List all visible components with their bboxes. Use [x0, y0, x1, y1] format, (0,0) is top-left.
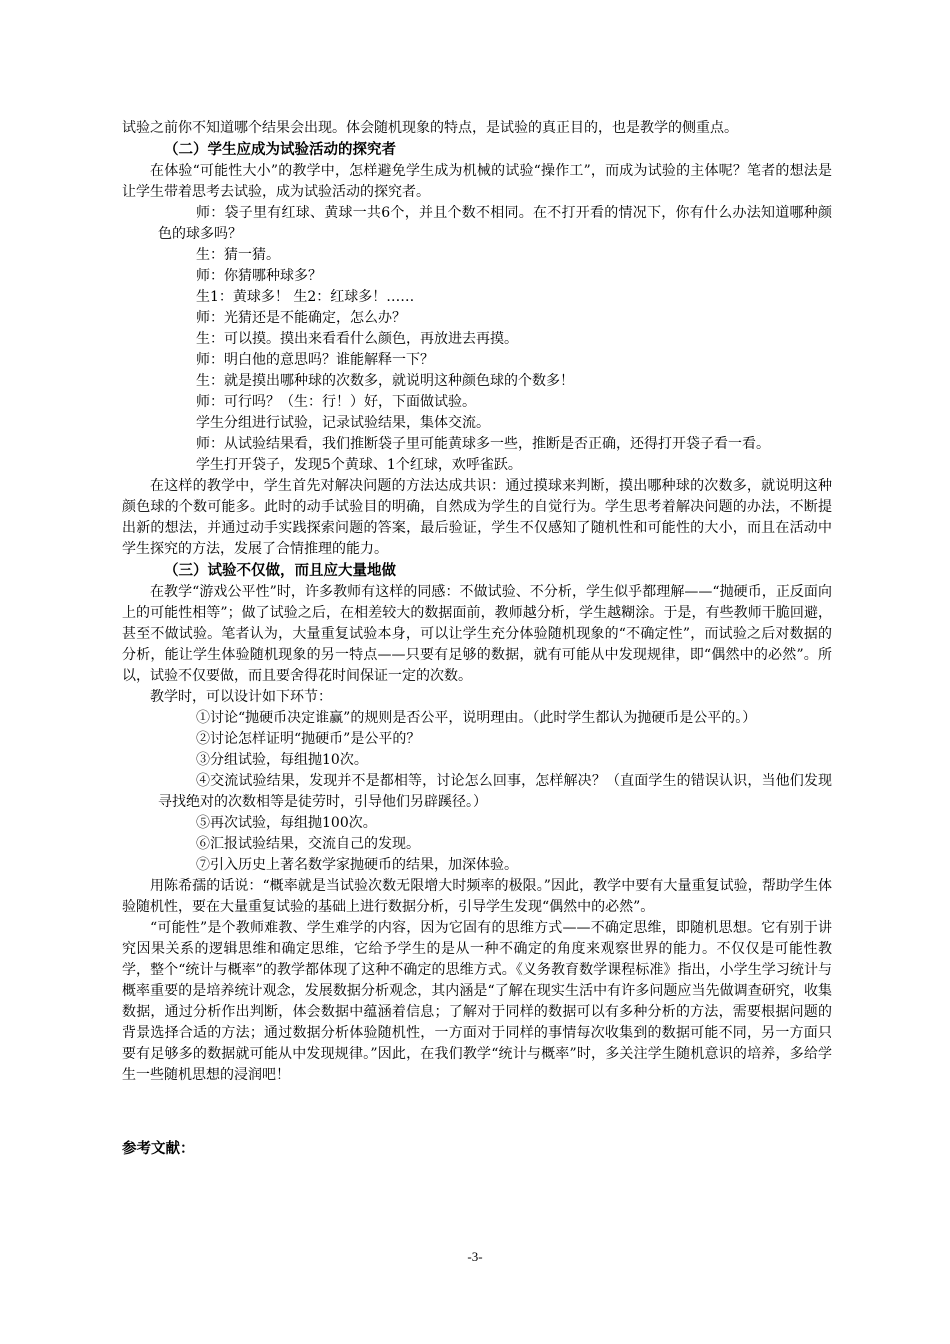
document-page: [122, 118, 832, 1159]
dialogue-line: ③分组试验，每组抛10次。: [196, 752, 368, 768]
references-heading: 参考文献：: [122, 1140, 195, 1157]
body-paragraph: “可能性”是个教师难教、学生难学的内容，因为它固有的思维方式——不确定思维，即随机思想。它有别于讲究因果关系的逻辑思维和确定思维，它给予学生的是从一种不确定的角度来观察世界的能力。不仅仅是可能性教学，整个“统计与概率”的教学都体现了这种不确定的思维方式。《义务教育数学课程标准》指出，小学生学习统计与概率重要的是培养统计观念，发展数据分析观念，其内涵是“了解在现实生活中有许多问题应当先做调查研究，收集数据，通过分析作出判断，体会数据中蕴涵着信息；了解对于同样的数据可以有多种分析的方法，需要根据问题的背景选择合适的方法；通过数据分析体验随机性，一方面对于同样的事情每次收集到的数据可能不同，另一方面只要有足够多的数据就可能从中发现规律。”因此，在我们教学“统计与概率”时，多关注学生随机意识的培养，多给学生一些随机思想的浸润吧！: [122, 920, 832, 1083]
dialogue-line: 师：从试验结果看，我们推断袋子里可能黄球多一些，推断是否正确，还得打开袋子看一看。: [196, 436, 770, 452]
body-paragraph: 在这样的教学中，学生首先对解决问题的方法达成共识：通过摸球来判断，摸出哪种球的次数多，就说明这种颜色球的个数可能多。此时的动手试验目的明确，自然成为学生的自觉行为。学生思考着解决问题的办法，不断提出新的想法，并通过动手实践探索问题的答案，最后验证，学生不仅感知了随机性和可能性的大小，而且在活动中学生探究的方法，发展了合情推理的能力。: [122, 478, 832, 557]
dialogue-line: ⑦引入历史上著名数学家抛硬币的结果，加深体验。: [196, 857, 518, 873]
body-paragraph: 在体验“可能性大小”的教学中，怎样避免学生成为机械的试验“操作工”，而成为试验的主体呢？笔者的想法是让学生带着思考去试验，成为试验活动的探究者。: [122, 163, 832, 200]
dialogue-line: 生：猜一猜。: [196, 247, 280, 263]
body-paragraph: 教学时，可以设计如下环节：: [150, 689, 332, 705]
section-heading: （二）学生应成为试验活动的探究者: [164, 142, 396, 158]
dialogue-line: 师：可行吗？（生：行！）好，下面做试验。: [196, 394, 476, 410]
dialogue-line: 生1：黄球多！ 生2：红球多！……: [196, 289, 415, 305]
body-paragraph: 在教学“游戏公平性”时，许多教师有这样的同感：不做试验、不分析，学生似乎都理解——“抛硬币，正反面向上的可能性相等”；做了试验之后，在相差较大的数据面前，教师越分析，学生越糊涂。于是，有些教师干脆回避，甚至不做试验。笔者认为，大量重复试验本身，可以让学生充分体验随机现象的“不确定性”，而试验之后对数据的分析，能让学生体验随机现象的另一特点——只要有足够的数据，就有可能从中发现规律，即“偶然中的必然”。所以，试验不仅要做，而且要舍得花时间保证一定的次数。: [122, 584, 832, 684]
dialogue-line: ②讨论怎样证明“抛硬币”是公平的？: [196, 731, 421, 747]
dialogue-line: 师：你猜哪种球多？: [196, 268, 322, 284]
document-body: [122, 118, 832, 1086]
dialogue-line: 学生分组进行试验，记录试验结果，集体交流。: [196, 415, 490, 431]
dialogue-line: 学生打开袋子，发现5个黄球、1个红球，欢呼雀跃。: [196, 457, 522, 473]
dialogue-line: ①讨论“抛硬币决定谁赢”的规则是否公平，说明理由。（此时学生都认为抛硬币是公平的。）: [196, 710, 757, 726]
body-paragraph: 用陈希孺的话说：“概率就是当试验次数无限增大时频率的极限。”因此，教学中要有大量重复试验，帮助学生体验随机性，要在大量重复试验的基础上进行数据分析，引导学生发现“偶然中的必然”。: [122, 878, 832, 915]
body-paragraph: 试验之前你不知道哪个结果会出现。体会随机现象的特点，是试验的真正目的，也是教学的侧重点。: [122, 120, 738, 136]
dialogue-line: ④交流试验结果，发现并不是都相等，讨论怎么回事，怎样解决？（直面学生的错误认识，当他们发现寻找绝对的次数相等是徒劳时，引导他们另辟蹊径。）: [158, 773, 832, 810]
dialogue-line: 师：光猜还是不能确定，怎么办？: [196, 310, 406, 326]
dialogue-line: ⑤再次试验，每组抛100次。: [196, 815, 377, 831]
section-heading: （三）试验不仅做，而且应大量地做: [164, 563, 396, 579]
dialogue-line: 生：可以摸。摸出来看看什么颜色，再放进去再摸。: [196, 331, 518, 347]
dialogue-line: ⑥汇报试验结果，交流自己的发现。: [196, 836, 420, 852]
dialogue-line: 师：明白他的意思吗？谁能解释一下？: [196, 352, 434, 368]
dialogue-line: 生：就是摸出哪种球的次数多，就说明这种颜色球的个数多！: [196, 373, 574, 389]
page-number: -3-: [467, 1249, 483, 1264]
dialogue-line: 师：袋子里有红球、黄球一共6个，并且个数不相同。在不打开看的情况下，你有什么办法知道哪种颜色的球多吗？: [158, 205, 832, 242]
